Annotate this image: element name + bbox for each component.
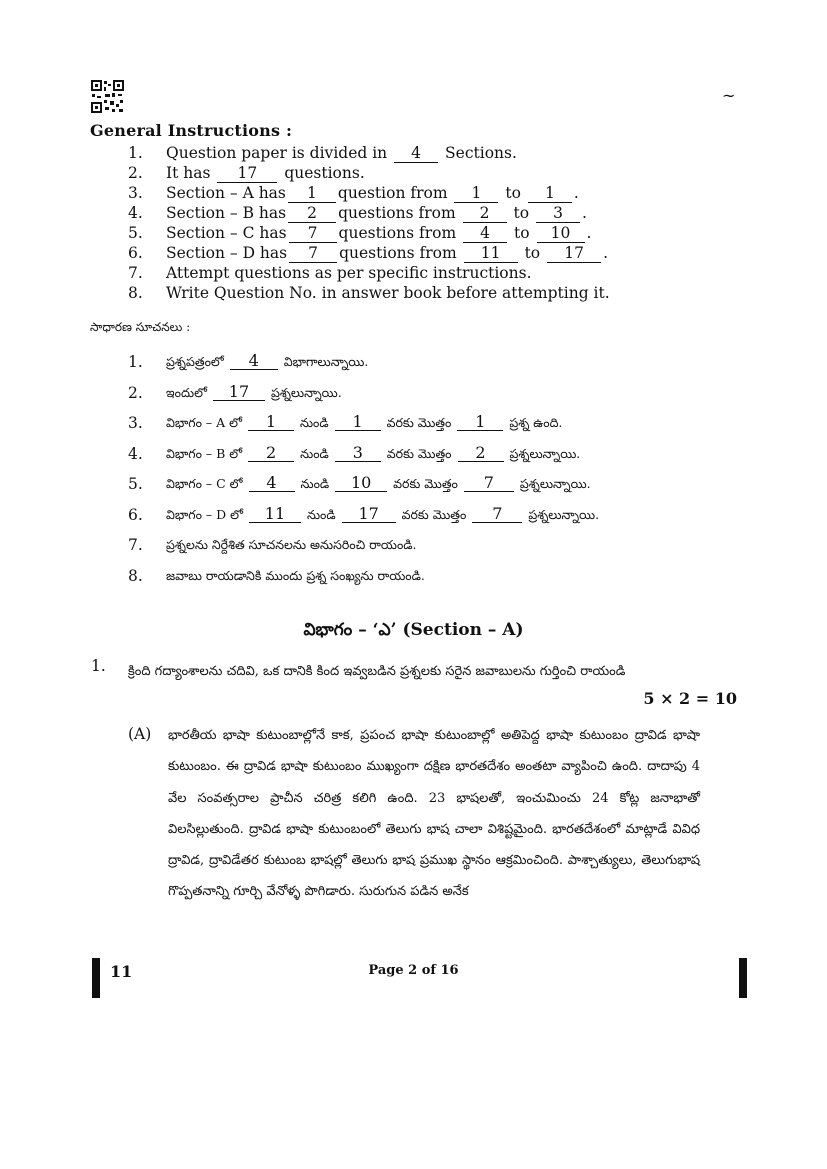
fill-blank: 1 xyxy=(335,413,381,431)
general-instructions-title: General Instructions : xyxy=(90,121,293,140)
question-text: క్రింది గద్యాంశాలను చదివి, ఒక దానికి కింద ఇవ్వబడిన ప్రశ్నలకు సరైన జవాబులను గుర్తించి రాయండి xyxy=(128,664,626,679)
telugu-instructions-title: సాధారణ సూచనలు : xyxy=(90,320,191,334)
fill-blank: 7 xyxy=(289,225,337,243)
fill-blank: 7 xyxy=(472,505,522,523)
passage-text: భారతీయ భాషా కుటుంబాల్లోనే కాక, ప్రపంచ భాషా కుటుంబాల్లో అతిపెద్ద భాషా కుటుంబం ద్రావిడ భాషా కుటుంబం. ఈ ద్రావిడ భాషా కుటుంబం ముఖ్యంగా దక్షిణ భారతదేశం అంతటా వ్యాపించి ఉంది. దాదాపు 4 వేల సంవత్సరాల ప్రాచీన చరిత్ర కలిగి ఉంది. 23 భాషలతో, ఇంచుమించు 24 కోట్ల జనాభాతో విలసిల్లుతుంది. ద్రావిడ భాషా కుటుంబంలో తెలుగు భాష చాలా విశిష్టమైంది. భారతదేశంలో మాట్లాడే వివిధ ద్రావిడ, ద్రావిడేతర కుటుంబ భాషల్లో తెలుగు భాష ప్రముఖ స్థానం ఆక్రమించింది. పాశ్చాత్యులు, తెలుగుభాష గొప్పతనాన్ని గూర్చి వేనోళ్ళ పొగిడారు. సురుగున పడిన అనేక xyxy=(168,728,700,900)
fill-blank: 1 xyxy=(288,185,336,203)
question-marks: 5 × 2 = 10 xyxy=(643,689,737,708)
fill-blank: 3 xyxy=(335,444,381,462)
question-number: 1. xyxy=(91,657,106,675)
fill-blank: 4 xyxy=(249,474,295,492)
fill-blank: 2 xyxy=(248,444,294,462)
fill-blank: 3 xyxy=(536,205,580,223)
fill-blank: 10 xyxy=(335,474,387,492)
fill-blank: 11 xyxy=(249,505,301,523)
fill-blank: 17 xyxy=(217,165,277,183)
fill-blank: 7 xyxy=(464,474,514,492)
section-a-heading: విభాగం – ‘ఎ’ (Section – A) xyxy=(303,620,524,640)
paper-code: 11 xyxy=(110,962,133,981)
fill-blank: 1 xyxy=(528,185,572,203)
fill-blank: 1 xyxy=(454,185,498,203)
page-number: Page 2 of 16 xyxy=(368,963,459,978)
qr-code-icon xyxy=(91,80,124,113)
fill-blank: 11 xyxy=(464,245,518,263)
fill-blank: 4 xyxy=(463,225,507,243)
fill-blank: 10 xyxy=(537,225,585,243)
fill-blank: 2 xyxy=(458,444,504,462)
fill-blank: 1 xyxy=(457,413,503,431)
fill-blank: 17 xyxy=(547,245,601,263)
fill-blank: 7 xyxy=(289,245,337,263)
fill-blank: 17 xyxy=(213,383,265,401)
fill-blank: 17 xyxy=(342,505,396,523)
fill-blank: 1 xyxy=(248,413,294,431)
fill-blank: 4 xyxy=(230,352,278,370)
corner-mark: ~ xyxy=(722,86,736,105)
fill-blank: 4 xyxy=(394,145,438,163)
fill-blank: 2 xyxy=(463,205,507,223)
fill-blank: 2 xyxy=(288,205,336,223)
passage-label: (A) xyxy=(128,725,152,743)
footer-right-bar xyxy=(739,958,747,998)
